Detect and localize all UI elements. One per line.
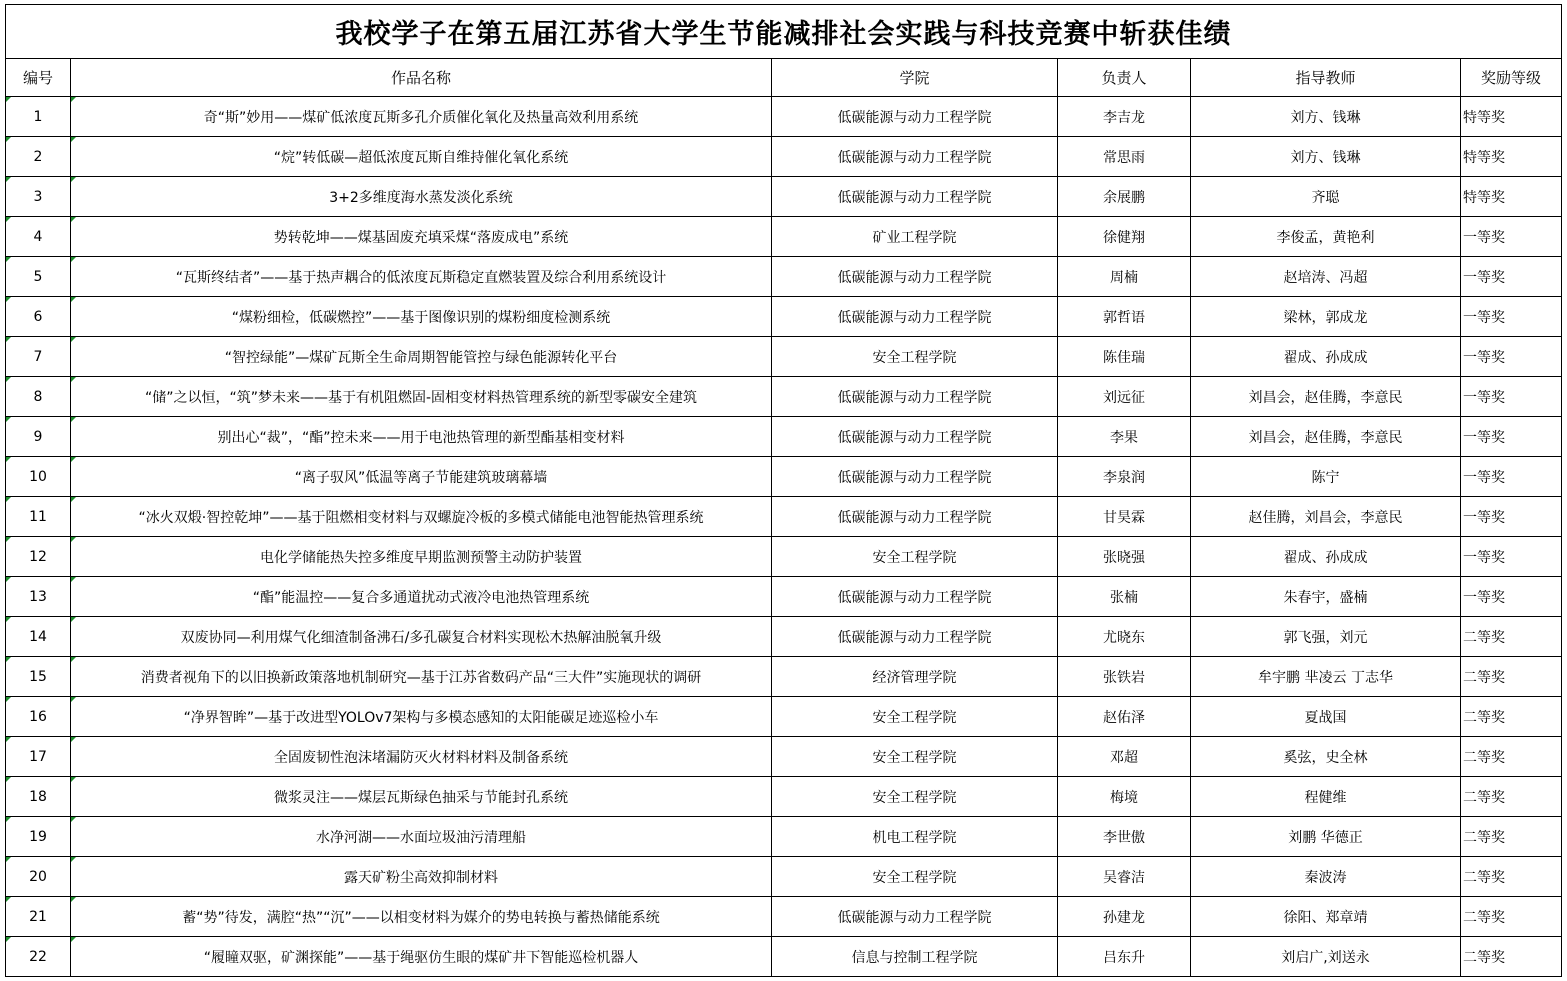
- cell-advisor: 秦波涛: [1191, 857, 1461, 897]
- table-row: [6, 777, 1562, 817]
- cell-advisor: 程健维: [1191, 777, 1461, 817]
- cell-num: 19: [6, 817, 71, 857]
- cell-leader: 吕东升: [1058, 937, 1191, 977]
- cell-leader: 余展鹏: [1058, 177, 1191, 217]
- awards-table: [5, 4, 1562, 977]
- cell-college: 经济管理学院: [772, 657, 1058, 697]
- cell-project-name: 电化学储能热失控多维度早期监测预警主动防护装置: [71, 537, 772, 577]
- page-title: 我校学子在第五届江苏省大学生节能减排社会实践与科技竞赛中斩获佳绩: [6, 5, 1562, 59]
- cell-num: 22: [6, 937, 71, 977]
- cell-leader: 刘远征: [1058, 377, 1191, 417]
- cell-award: 二等奖: [1461, 777, 1562, 817]
- cell-leader: 李泉润: [1058, 457, 1191, 497]
- cell-leader: 李世傲: [1058, 817, 1191, 857]
- header-name: 作品名称: [71, 59, 772, 97]
- cell-award: 一等奖: [1461, 257, 1562, 297]
- cell-award: 二等奖: [1461, 857, 1562, 897]
- cell-leader: 李吉龙: [1058, 97, 1191, 137]
- cell-leader: 甘昊霖: [1058, 497, 1191, 537]
- cell-leader: 梅境: [1058, 777, 1191, 817]
- table-row: [6, 457, 1562, 497]
- cell-college: 低碳能源与动力工程学院: [772, 137, 1058, 177]
- table-row: [6, 217, 1562, 257]
- cell-college: 机电工程学院: [772, 817, 1058, 857]
- cell-project-name: 3+2多维度海水蒸发淡化系统: [71, 177, 772, 217]
- table-row: [6, 657, 1562, 697]
- table-row: [6, 257, 1562, 297]
- header-college: 学院: [772, 59, 1058, 97]
- cell-project-name: 势转乾坤——煤基固废充填采煤“落废成电”系统: [71, 217, 772, 257]
- cell-advisor: 刘昌会，赵佳腾，李意民: [1191, 417, 1461, 457]
- cell-college: 低碳能源与动力工程学院: [772, 257, 1058, 297]
- header-advisor: 指导教师: [1191, 59, 1461, 97]
- cell-award: 一等奖: [1461, 297, 1562, 337]
- cell-advisor: 牟宇鹏 芈凌云 丁志华: [1191, 657, 1461, 697]
- cell-advisor: 徐阳、郑章靖: [1191, 897, 1461, 937]
- cell-award: 一等奖: [1461, 497, 1562, 537]
- cell-leader: 周楠: [1058, 257, 1191, 297]
- cell-advisor: 翟成、孙成成: [1191, 337, 1461, 377]
- cell-num: 16: [6, 697, 71, 737]
- cell-advisor: 刘启广,刘送永: [1191, 937, 1461, 977]
- cell-award: 特等奖: [1461, 97, 1562, 137]
- cell-advisor: 齐聪: [1191, 177, 1461, 217]
- cell-project-name: 奇“斯”妙用——煤矿低浓度瓦斯多孔介质催化氧化及热量高效利用系统: [71, 97, 772, 137]
- cell-num: 4: [6, 217, 71, 257]
- cell-college: 低碳能源与动力工程学院: [772, 457, 1058, 497]
- cell-leader: 吴睿洁: [1058, 857, 1191, 897]
- cell-project-name: “瓦斯终结者”——基于热声耦合的低浓度瓦斯稳定直燃装置及综合利用系统设计: [71, 257, 772, 297]
- cell-advisor: 刘昌会，赵佳腾，李意民: [1191, 377, 1461, 417]
- cell-num: 12: [6, 537, 71, 577]
- cell-project-name: 消费者视角下的以旧换新政策落地机制研究—基于江苏省数码产品“三大件”实施现状的调研: [71, 657, 772, 697]
- cell-college: 低碳能源与动力工程学院: [772, 417, 1058, 457]
- cell-award: 二等奖: [1461, 697, 1562, 737]
- cell-award: 一等奖: [1461, 417, 1562, 457]
- cell-project-name: “智控绿能”—煤矿瓦斯全生命周期智能管控与绿色能源转化平台: [71, 337, 772, 377]
- cell-advisor: 梁林，郭成龙: [1191, 297, 1461, 337]
- cell-num: 2: [6, 137, 71, 177]
- cell-num: 8: [6, 377, 71, 417]
- cell-project-name: “净界智眸”—基于改进型YOLOv7架构与多模态感知的太阳能碳足迹巡检小车: [71, 697, 772, 737]
- table-row: [6, 497, 1562, 537]
- cell-college: 安全工程学院: [772, 697, 1058, 737]
- cell-leader: 张晓强: [1058, 537, 1191, 577]
- cell-award: 二等奖: [1461, 657, 1562, 697]
- cell-project-name: 双废协同—利用煤气化细渣制备沸石/多孔碳复合材料实现松木热解油脱氧升级: [71, 617, 772, 657]
- table-row: [6, 177, 1562, 217]
- cell-project-name: “烷”转低碳—超低浓度瓦斯自维持催化氧化系统: [71, 137, 772, 177]
- cell-num: 7: [6, 337, 71, 377]
- cell-num: 10: [6, 457, 71, 497]
- cell-leader: 张楠: [1058, 577, 1191, 617]
- cell-award: 特等奖: [1461, 137, 1562, 177]
- cell-award: 二等奖: [1461, 897, 1562, 937]
- cell-leader: 赵佑泽: [1058, 697, 1191, 737]
- cell-leader: 陈佳瑞: [1058, 337, 1191, 377]
- header-award: 奖励等级: [1461, 59, 1562, 97]
- cell-num: 6: [6, 297, 71, 337]
- cell-num: 15: [6, 657, 71, 697]
- cell-leader: 邓超: [1058, 737, 1191, 777]
- table-row: [6, 857, 1562, 897]
- cell-num: 14: [6, 617, 71, 657]
- cell-advisor: 赵培涛、冯超: [1191, 257, 1461, 297]
- cell-leader: 郭哲语: [1058, 297, 1191, 337]
- cell-award: 特等奖: [1461, 177, 1562, 217]
- table-row: [6, 377, 1562, 417]
- cell-num: 3: [6, 177, 71, 217]
- cell-num: 17: [6, 737, 71, 777]
- cell-num: 20: [6, 857, 71, 897]
- cell-college: 低碳能源与动力工程学院: [772, 897, 1058, 937]
- cell-award: 一等奖: [1461, 377, 1562, 417]
- cell-num: 5: [6, 257, 71, 297]
- cell-college: 安全工程学院: [772, 537, 1058, 577]
- cell-leader: 尤晓东: [1058, 617, 1191, 657]
- cell-project-name: 水净河湖——水面垃圾油污清理船: [71, 817, 772, 857]
- cell-advisor: 夏战国: [1191, 697, 1461, 737]
- cell-college: 信息与控制工程学院: [772, 937, 1058, 977]
- cell-award: 二等奖: [1461, 817, 1562, 857]
- cell-college: 低碳能源与动力工程学院: [772, 497, 1058, 537]
- cell-project-name: “冰火双煅·智控乾坤”——基于阻燃相变材料与双螺旋冷板的多模式储能电池智能热管理系统: [71, 497, 772, 537]
- cell-num: 1: [6, 97, 71, 137]
- cell-college: 安全工程学院: [772, 857, 1058, 897]
- cell-advisor: 奚弦，史全林: [1191, 737, 1461, 777]
- cell-college: 低碳能源与动力工程学院: [772, 377, 1058, 417]
- table-row: [6, 537, 1562, 577]
- table-row: [6, 417, 1562, 457]
- cell-leader: 孙建龙: [1058, 897, 1191, 937]
- cell-num: 13: [6, 577, 71, 617]
- cell-award: 二等奖: [1461, 937, 1562, 977]
- cell-award: 一等奖: [1461, 457, 1562, 497]
- table-row: [6, 737, 1562, 777]
- table-row: [6, 817, 1562, 857]
- table-row: [6, 337, 1562, 377]
- cell-num: 9: [6, 417, 71, 457]
- cell-award: 一等奖: [1461, 337, 1562, 377]
- cell-project-name: “履瞳双驱，矿渊探能”——基于绳驱仿生眼的煤矿井下智能巡检机器人: [71, 937, 772, 977]
- cell-project-name: “酯”能温控——复合多通道扰动式液冷电池热管理系统: [71, 577, 772, 617]
- table-row: [6, 297, 1562, 337]
- cell-num: 21: [6, 897, 71, 937]
- cell-advisor: 翟成、孙成成: [1191, 537, 1461, 577]
- cell-award: 二等奖: [1461, 617, 1562, 657]
- cell-leader: 徐健翔: [1058, 217, 1191, 257]
- table-row: [6, 97, 1562, 137]
- cell-project-name: “储”之以恒，“筑”梦未来——基于有机阻燃固-固相变材料热管理系统的新型零碳安全建筑: [71, 377, 772, 417]
- cell-project-name: 全固废韧性泡沫堵漏防灭火材料材料及制备系统: [71, 737, 772, 777]
- table-row: [6, 577, 1562, 617]
- cell-leader: 常思雨: [1058, 137, 1191, 177]
- cell-advisor: 李俊孟，黄艳利: [1191, 217, 1461, 257]
- cell-college: 矿业工程学院: [772, 217, 1058, 257]
- title-row: [6, 5, 1562, 59]
- cell-college: 低碳能源与动力工程学院: [772, 97, 1058, 137]
- cell-advisor: 郭飞强，刘元: [1191, 617, 1461, 657]
- cell-college: 低碳能源与动力工程学院: [772, 297, 1058, 337]
- cell-leader: 张铁岩: [1058, 657, 1191, 697]
- cell-advisor: 刘方、钱琳: [1191, 97, 1461, 137]
- cell-advisor: 刘方、钱琳: [1191, 137, 1461, 177]
- cell-award: 一等奖: [1461, 537, 1562, 577]
- table-row: [6, 617, 1562, 657]
- cell-num: 18: [6, 777, 71, 817]
- cell-project-name: 蓄“势”待发，满腔“热”“沉”——以相变材料为媒介的势电转换与蓄热储能系统: [71, 897, 772, 937]
- cell-college: 低碳能源与动力工程学院: [772, 617, 1058, 657]
- cell-college: 安全工程学院: [772, 337, 1058, 377]
- cell-project-name: “离子驭风”低温等离子节能建筑玻璃幕墙: [71, 457, 772, 497]
- cell-advisor: 刘鹏 华德正: [1191, 817, 1461, 857]
- table-row: [6, 697, 1562, 737]
- cell-advisor: 陈宁: [1191, 457, 1461, 497]
- cell-advisor: 赵佳腾，刘昌会，李意民: [1191, 497, 1461, 537]
- cell-advisor: 朱春宇，盛楠: [1191, 577, 1461, 617]
- header-row: [6, 59, 1562, 97]
- cell-project-name: 微浆灵注——煤层瓦斯绿色抽采与节能封孔系统: [71, 777, 772, 817]
- cell-award: 一等奖: [1461, 577, 1562, 617]
- cell-award: 二等奖: [1461, 737, 1562, 777]
- cell-college: 低碳能源与动力工程学院: [772, 577, 1058, 617]
- cell-leader: 李果: [1058, 417, 1191, 457]
- cell-project-name: “煤粉细检，低碳燃控”——基于图像识别的煤粉细度检测系统: [71, 297, 772, 337]
- cell-project-name: 露天矿粉尘高效抑制材料: [71, 857, 772, 897]
- cell-college: 安全工程学院: [772, 777, 1058, 817]
- cell-college: 低碳能源与动力工程学院: [772, 177, 1058, 217]
- cell-num: 11: [6, 497, 71, 537]
- table-row: [6, 897, 1562, 937]
- table-row: [6, 937, 1562, 977]
- table-row: [6, 137, 1562, 177]
- header-leader: 负责人: [1058, 59, 1191, 97]
- cell-project-name: 别出心“裁”，“酯”控未来——用于电池热管理的新型酯基相变材料: [71, 417, 772, 457]
- cell-college: 安全工程学院: [772, 737, 1058, 777]
- cell-award: 一等奖: [1461, 217, 1562, 257]
- header-num: 编号: [6, 59, 71, 97]
